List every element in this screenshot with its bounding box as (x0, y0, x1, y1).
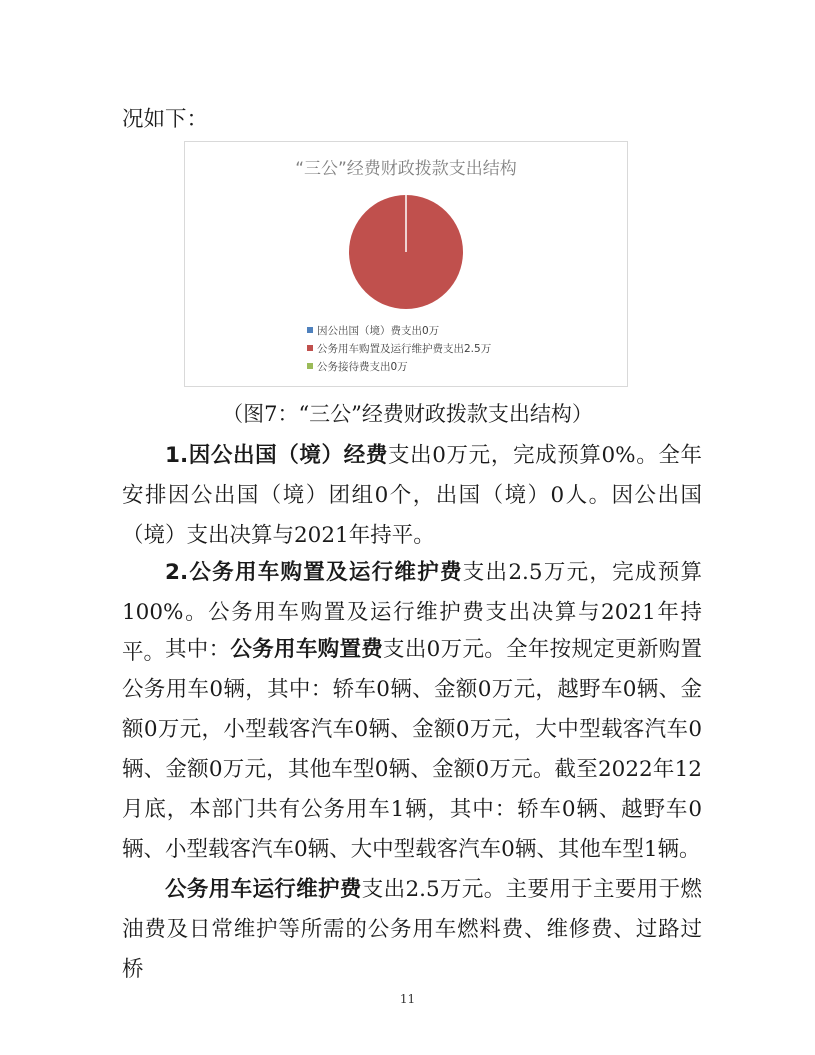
paragraph-vehicle-body: 支出2.5万元，完成预算100%。公务用车购置及运行维护费支出决算与2021年持平。 (122, 560, 702, 665)
chart-title: “三公”经费财政拨款支出结构 (295, 159, 517, 179)
paragraph-vehicle-heading: 2.公务用车购置及运行维护费 (165, 560, 463, 585)
paragraph-overseas (122, 436, 702, 556)
paragraph-overseas-body: 支出0万元，完成预算0%。全年安排因公出国（境）团组0个，出国（境）0人。因公出国（境）支出决算与2021年持平。 (122, 443, 702, 548)
paragraph-overseas-heading: 1.因公出国（境）经费 (165, 443, 388, 468)
legend-label-overseas: 因公出国（境）费支出0万 (317, 325, 440, 337)
legend-swatch-vehicle (307, 345, 313, 351)
legend-label-vehicle: 公务用车购置及运行维护费支出2.5万 (317, 343, 492, 355)
paragraph-vehicle-maintenance-body: 支出2.5万元。主要用于主要用于燃油费及日常维护等所需的公务用车燃料费、维修费、过路过桥 (122, 877, 702, 982)
legend-label-reception: 公务接待费支出0万 (317, 361, 408, 373)
paragraph-vehicle-purchase-heading: 公务用车购置费 (230, 637, 384, 662)
legend-swatch-reception (307, 363, 313, 369)
paragraph-vehicle-purchase (122, 630, 702, 870)
paragraph-vehicle-purchase-body: 支出0万元。全年按规定更新购置公务用车0辆，其中：轿车0辆、金额0万元，越野车0辆、金额0万元，小型载客汽车0辆、金额0万元，大中型载客汽车0辆、金额0万元，其他车型0辆、金额0万元。截至2022年12月底，本部门共有公务用车1辆，其中：轿车0辆、越野车0辆、小型载客汽车0辆、大中型载客汽车0辆、其他车型1辆。 (122, 637, 702, 862)
intro-text: 况如下： (122, 107, 209, 132)
legend-swatch-overseas (307, 327, 313, 333)
pie-chart (184, 141, 628, 387)
paragraph-vehicle-maintenance-heading: 公务用车运行维护费 (165, 877, 362, 902)
paragraph-vehicle-purchase-lead: 其中： (165, 637, 231, 662)
paragraph-vehicle-maintenance (122, 870, 702, 990)
page-number: 11 (399, 992, 416, 1006)
legend-item-overseas (307, 324, 439, 339)
legend-item-reception (307, 360, 408, 375)
legend-item-vehicle (307, 342, 491, 357)
figure-caption: （图7：“三公”经费财政拨款支出结构） (222, 402, 593, 426)
